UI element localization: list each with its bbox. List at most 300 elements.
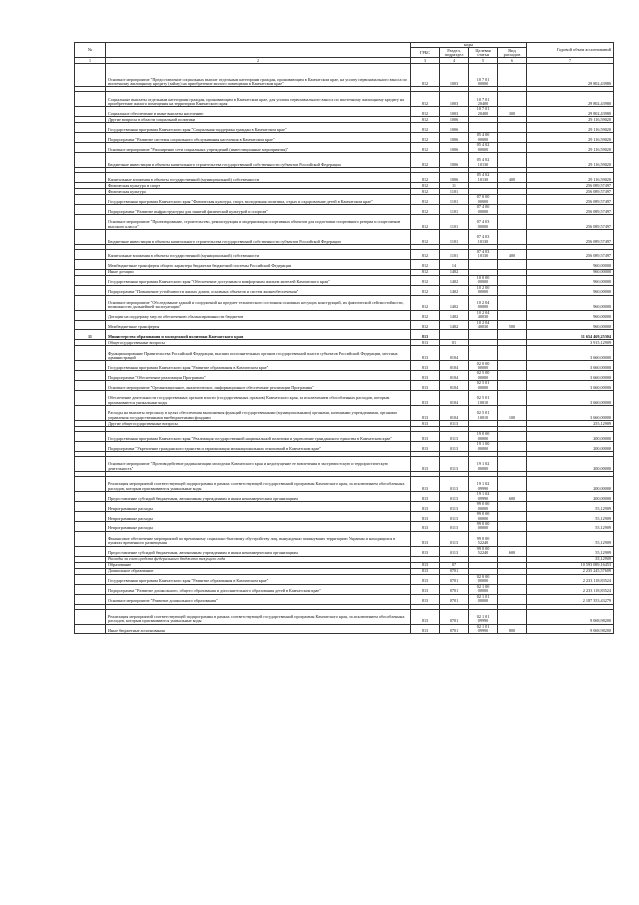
row-razdel: 1101: [440, 215, 469, 230]
table-row: [75, 205, 614, 215]
row-amount: 200,00000: [527, 442, 614, 452]
row-grbs: 812: [411, 117, 440, 123]
table-row: [75, 371, 614, 381]
row-grbs: 812: [411, 107, 440, 117]
row-number: [75, 502, 106, 512]
row-name: Бюджетные инвестиции в объекты капитального строительства государственной собственности субъектов Российской Федерации: [106, 153, 411, 168]
table-row: [75, 295, 614, 310]
row-razdel: 1402: [440, 295, 469, 310]
row-number: [75, 381, 106, 391]
row-number: [75, 230, 106, 245]
row-expense-type: [498, 295, 527, 310]
row-name: Основное мероприятие "Противодействие радикализации молодежи Камчатского края и недопущение ее вовлечения в экстремистскую и террористическую деятельность": [106, 457, 411, 472]
row-grbs: 812: [411, 64, 440, 87]
row-number: 11: [75, 330, 106, 340]
row-number: [75, 531, 106, 546]
row-number: [75, 442, 106, 452]
row-name: Образование: [106, 562, 411, 568]
row-number: [75, 107, 106, 117]
row-number: [75, 173, 106, 183]
row-number: [75, 250, 106, 260]
row-grbs: 813: [411, 391, 440, 406]
row-razdel: 0104: [440, 391, 469, 406]
row-grbs: 812: [411, 259, 440, 269]
row-amount: 29 802,43980: [527, 92, 614, 107]
row-number: [75, 64, 106, 87]
row-razdel: 1003: [440, 92, 469, 107]
row-target-article: [469, 123, 498, 133]
row-number: [75, 594, 106, 604]
row-target-article: 02 5 01 00000: [469, 381, 498, 391]
row-name: Министерство образования и молодежной политики Камчатского края: [106, 330, 411, 340]
row-expense-type: 400: [498, 250, 527, 260]
row-target-article: 10 2 04 40030: [469, 310, 498, 320]
row-amount: 3 660,00000: [527, 406, 614, 421]
row-grbs: 813: [411, 609, 440, 624]
row-number: [75, 492, 106, 502]
row-grbs: 813: [411, 574, 440, 584]
row-grbs: 813: [411, 330, 440, 340]
row-expense-type: 100: [498, 406, 527, 421]
row-amount: 3 660,00000: [527, 391, 614, 406]
row-razdel: 11: [440, 183, 469, 189]
table-row: [75, 492, 614, 502]
row-target-article: [469, 330, 498, 340]
table-row: [75, 92, 614, 107]
table-row: [75, 512, 614, 522]
row-amount: 10 593 089,16453: [527, 562, 614, 568]
row-razdel: 0701: [440, 624, 469, 634]
row-razdel: 0113: [440, 477, 469, 492]
row-razdel: 0113: [440, 457, 469, 472]
row-target-article: 02 5 01 10010: [469, 406, 498, 421]
row-razdel: 1101: [440, 250, 469, 260]
table-row: [75, 230, 614, 245]
row-expense-type: [498, 275, 527, 285]
row-number: [75, 584, 106, 594]
row-number: [75, 123, 106, 133]
row-expense-type: [498, 371, 527, 381]
row-grbs: 812: [411, 123, 440, 133]
row-name: Физическая культура: [106, 189, 411, 195]
row-target-article: [469, 346, 498, 361]
row-name: Межбюджетные трансферты: [106, 320, 411, 330]
row-name: Непрограммные расходы: [106, 521, 411, 531]
row-name: Государственная программа Камчатского края "Развитие образования в Камчатском крае": [106, 361, 411, 371]
row-grbs: 813: [411, 432, 440, 442]
row-amount: 3 660,00000: [527, 371, 614, 381]
table-row: [75, 275, 614, 285]
row-amount: 3 915,12909: [527, 340, 614, 346]
row-expense-type: [498, 574, 527, 584]
row-amount: 960,00000: [527, 295, 614, 310]
row-amount: 29 116,59020: [527, 123, 614, 133]
table-row: [75, 442, 614, 452]
row-razdel: 1101: [440, 195, 469, 205]
col-vr-header: Вид расходов: [498, 48, 527, 58]
row-grbs: 812: [411, 269, 440, 275]
row-name: Дотации на поддержку мер по обеспечению сбалансированности бюджетов: [106, 310, 411, 320]
row-amount: 2 233 118,83524: [527, 574, 614, 584]
row-grbs: 812: [411, 92, 440, 107]
row-name: Предоставление субсидий бюджетным, автономным учреждениям и иным некоммерческим организациям: [106, 546, 411, 556]
row-amount: 256 089,57497: [527, 183, 614, 189]
row-grbs: 813: [411, 568, 440, 574]
row-grbs: 812: [411, 153, 440, 168]
row-amount: 3 660,00000: [527, 361, 614, 371]
row-amount: 11 654 469,25304: [527, 330, 614, 340]
row-target-article: 99 0 00 52240: [469, 531, 498, 546]
row-name: Основное мероприятие "Проектирование, строительство, реконструкция и модернизация спортивных объектов для подготовки спортивного резерва и спортсменов высокого класса": [106, 215, 411, 230]
row-grbs: 812: [411, 295, 440, 310]
row-expense-type: [498, 92, 527, 107]
row-number: [75, 624, 106, 634]
row-razdel: 0113: [440, 421, 469, 427]
row-target-article: 07 4 03 10130: [469, 250, 498, 260]
row-name: Непрограммные расходы: [106, 512, 411, 522]
row-name: Расходы на выплаты персоналу в целях обеспечения выполнения функций государственными (муниципальными) органами, казенными учреждениями, органами управления государственными внебюджетными фондами: [106, 406, 411, 421]
row-amount: 960,00000: [527, 320, 614, 330]
row-amount: 55,12909: [527, 531, 614, 546]
row-razdel: 0104: [440, 381, 469, 391]
row-name: Обеспечение деятельности государственных органов власти (государственных органов) Камчатского края, за исключением обособленных расходов, которым присваиваются уникальные коды: [106, 391, 411, 406]
row-target-article: 02 5 01 10010: [469, 391, 498, 406]
col-cs-header: Целевая статья: [469, 48, 498, 58]
row-expense-type: [498, 259, 527, 269]
row-expense-type: [498, 432, 527, 442]
table-row: [75, 531, 614, 546]
row-amount: 256 089,57497: [527, 250, 614, 260]
row-amount: 256 089,57497: [527, 230, 614, 245]
col-razdel-header: Раздел, подраздел: [440, 48, 469, 58]
row-amount: 256 089,57497: [527, 205, 614, 215]
row-grbs: 813: [411, 442, 440, 452]
row-grbs: 812: [411, 215, 440, 230]
row-grbs: 813: [411, 406, 440, 421]
row-grbs: 812: [411, 320, 440, 330]
row-razdel: 0104: [440, 361, 469, 371]
table-row: [75, 584, 614, 594]
row-grbs: 813: [411, 381, 440, 391]
row-amount: 29 116,59020: [527, 173, 614, 183]
row-grbs: 812: [411, 183, 440, 189]
row-number: [75, 546, 106, 556]
row-expense-type: [498, 584, 527, 594]
row-amount: 960,00000: [527, 275, 614, 285]
table-row: [75, 215, 614, 230]
row-expense-type: [498, 230, 527, 245]
table-row: [75, 594, 614, 604]
row-name: Дошкольное образование: [106, 568, 411, 574]
row-target-article: 99 0 00 52240: [469, 546, 498, 556]
row-razdel: 1006: [440, 117, 469, 123]
row-razdel: 1006: [440, 133, 469, 143]
row-razdel: 1402: [440, 320, 469, 330]
row-amount: 29 116,59020: [527, 133, 614, 143]
row-grbs: 813: [411, 492, 440, 502]
row-name: Подпрограмма "Повышение устойчивости жилых домов, основных объектов и систем жизнеобеспечения": [106, 285, 411, 295]
row-razdel: 0701: [440, 584, 469, 594]
row-expense-type: [498, 442, 527, 452]
budget-sheet: [74, 42, 614, 634]
row-name: Общегосударственные вопросы: [106, 340, 411, 346]
row-target-article: 02 5 00 00000: [469, 371, 498, 381]
row-target-article: 05 4 02 10130: [469, 153, 498, 168]
table-row: [75, 173, 614, 183]
budget-table: [74, 42, 614, 634]
row-number: [75, 92, 106, 107]
row-razdel: 1402: [440, 285, 469, 295]
row-grbs: 812: [411, 230, 440, 245]
table-row: [75, 609, 614, 624]
row-expense-type: [498, 391, 527, 406]
row-target-article: 19 1 00 00000: [469, 442, 498, 452]
row-target-article: 07 4 03 10130: [469, 230, 498, 245]
row-target-article: 02 1 00 00000: [469, 584, 498, 594]
row-target-article: 99 0 00 00000: [469, 502, 498, 512]
row-target-article: 99 0 00 00000: [469, 521, 498, 531]
row-grbs: 813: [411, 477, 440, 492]
row-number: [75, 153, 106, 168]
row-razdel: 0701: [440, 609, 469, 624]
row-name: Капитальные вложения в объекты государственной (муниципальной) собственности: [106, 250, 411, 260]
row-amount: 2 235 245,57609: [527, 568, 614, 574]
col-num-header: №: [75, 43, 106, 58]
row-grbs: 813: [411, 340, 440, 346]
row-amount: 29 802,43980: [527, 64, 614, 87]
row-name: Предоставление субсидий бюджетным, автономным учреждениям и иным некоммерческим организациям: [106, 492, 411, 502]
row-name: Другие общегосударственные вопросы: [106, 421, 411, 427]
row-target-article: 05 4 00 00000: [469, 133, 498, 143]
row-expense-type: [498, 609, 527, 624]
col-index: 4: [440, 58, 469, 64]
row-number: [75, 361, 106, 371]
row-grbs: 813: [411, 562, 440, 568]
row-expense-type: 600: [498, 492, 527, 502]
row-grbs: 812: [411, 285, 440, 295]
row-expense-type: [498, 195, 527, 205]
row-amount: 55,12909: [527, 521, 614, 531]
table-row: [75, 381, 614, 391]
row-razdel: 1402: [440, 269, 469, 275]
table-row: [75, 361, 614, 371]
row-expense-type: 600: [498, 546, 527, 556]
row-number: [75, 457, 106, 472]
row-name: Иные бюджетные ассигнования: [106, 624, 411, 634]
row-target-article: 10 2 04 40030: [469, 320, 498, 330]
row-expense-type: [498, 215, 527, 230]
row-expense-type: [498, 381, 527, 391]
row-razdel: 0701: [440, 574, 469, 584]
row-grbs: 813: [411, 371, 440, 381]
col-index: 7: [527, 58, 614, 64]
table-row: [75, 521, 614, 531]
table-row: [75, 432, 614, 442]
row-expense-type: [498, 285, 527, 295]
table-row: [75, 133, 614, 143]
row-target-article: 10 7 01 20400: [469, 107, 498, 117]
row-grbs: 812: [411, 275, 440, 285]
row-amount: 9 068,98200: [527, 624, 614, 634]
row-target-article: 02 1 01 09990: [469, 609, 498, 624]
row-number: [75, 295, 106, 310]
row-razdel: 0113: [440, 432, 469, 442]
row-number: [75, 477, 106, 492]
row-name: Государственная программа Камчатского края "Реализация государственной национальной политики и укрепление гражданского единства в Камчатском крае": [106, 432, 411, 442]
row-amount: 29 116,59020: [527, 117, 614, 123]
table-row: [75, 195, 614, 205]
row-target-article: 02 1 01 00000: [469, 594, 498, 604]
row-target-article: 07 0 00 00000: [469, 195, 498, 205]
row-amount: 29 116,59020: [527, 153, 614, 168]
row-expense-type: [498, 346, 527, 361]
row-number: [75, 406, 106, 421]
row-razdel: 0104: [440, 406, 469, 421]
table-row: [75, 320, 614, 330]
table-row: [75, 123, 614, 133]
col-sum-header: Годовой объем ассигнований: [527, 43, 614, 58]
row-expense-type: 500: [498, 320, 527, 330]
row-grbs: 812: [411, 173, 440, 183]
table-row: [75, 346, 614, 361]
row-target-article: 10 7 01 20400: [469, 92, 498, 107]
row-amount: 255,12909: [527, 421, 614, 427]
row-expense-type: [498, 361, 527, 371]
row-razdel: 1006: [440, 153, 469, 168]
table-row: [75, 574, 614, 584]
row-number: [75, 310, 106, 320]
row-number: [75, 521, 106, 531]
row-razdel: 14: [440, 259, 469, 269]
row-number: [75, 432, 106, 442]
row-name: Подпрограмма "Развитие системы социального обслуживания населения в Камчатском крае": [106, 133, 411, 143]
row-expense-type: [498, 512, 527, 522]
row-grbs: 813: [411, 502, 440, 512]
row-target-article: 02 0 00 00000: [469, 574, 498, 584]
row-razdel: 07: [440, 562, 469, 568]
row-number: [75, 346, 106, 361]
row-name: Межбюджетные трансферты общего характера бюджетам бюджетной системы Российской Федерации: [106, 259, 411, 269]
col-index: 3: [411, 58, 440, 64]
row-target-article: 02 0 00 00000: [469, 361, 498, 371]
row-grbs: 813: [411, 361, 440, 371]
row-expense-type: [498, 143, 527, 153]
table-row: [75, 153, 614, 168]
row-amount: 200,00000: [527, 492, 614, 502]
row-target-article: 10 0 00 00000: [469, 275, 498, 285]
row-razdel: 0113: [440, 546, 469, 556]
row-target-article: 19 1 02 09990: [469, 492, 498, 502]
row-razdel: 1006: [440, 143, 469, 153]
row-amount: 29 116,59020: [527, 143, 614, 153]
table-row: [75, 546, 614, 556]
table-row: [75, 457, 614, 472]
col-grbs-header: ГРБС: [411, 48, 440, 58]
row-razdel: 1101: [440, 230, 469, 245]
row-amount: 2 187 353,43279: [527, 594, 614, 604]
row-expense-type: [498, 123, 527, 133]
row-name: Финансовое обеспечение мероприятий по временному социально-бытовому обустройству лиц, вынужденно покинувших территорию Украины и находящихся в пунктах временного размещения: [106, 531, 411, 546]
row-number: [75, 371, 106, 381]
table-row: [75, 477, 614, 492]
row-razdel: 0104: [440, 371, 469, 381]
row-number: [75, 133, 106, 143]
row-grbs: 813: [411, 346, 440, 361]
row-grbs: 812: [411, 143, 440, 153]
row-amount: 200,00000: [527, 432, 614, 442]
row-name: Государственная программа Камчатского края "Физическая культура, спорт, молодежная политика, отдых и оздоровление детей в Камчатском крае": [106, 195, 411, 205]
table-row: [75, 406, 614, 421]
row-amount: 200,00000: [527, 477, 614, 492]
row-expense-type: 800: [498, 624, 527, 634]
row-razdel: 01: [440, 340, 469, 346]
row-amount: 55,12909: [527, 512, 614, 522]
row-number: [75, 259, 106, 269]
row-expense-type: [498, 153, 527, 168]
row-grbs: 812: [411, 195, 440, 205]
row-razdel: 0113: [440, 502, 469, 512]
row-expense-type: [498, 457, 527, 472]
row-expense-type: 300: [498, 107, 527, 117]
row-grbs: 812: [411, 310, 440, 320]
row-razdel: 1101: [440, 189, 469, 195]
row-expense-type: [498, 64, 527, 87]
row-amount: 960,00000: [527, 310, 614, 320]
col-name-header: [106, 43, 411, 58]
row-grbs: 812: [411, 250, 440, 260]
row-target-article: 02 1 01 09990: [469, 624, 498, 634]
row-razdel: 1402: [440, 310, 469, 320]
row-razdel: 1402: [440, 275, 469, 285]
row-amount: 2 233 118,83524: [527, 584, 614, 594]
row-number: [75, 143, 106, 153]
row-target-article: 10 2 00 00000: [469, 285, 498, 295]
row-name: Государственная программа Камчатского края "Обеспечение доступным и комфортным жильем жителей Камчатского края": [106, 275, 411, 285]
row-number: [75, 320, 106, 330]
row-amount: 960,00000: [527, 269, 614, 275]
row-name: Непрограммные расходы: [106, 502, 411, 512]
row-razdel: 0113: [440, 442, 469, 452]
row-razdel: 0701: [440, 594, 469, 604]
row-name: Капитальные вложения в объекты государственной (муниципальной) собственности: [106, 173, 411, 183]
row-razdel: 1003: [440, 64, 469, 87]
row-name: Подпрограмма "Обеспечение реализации Программы": [106, 371, 411, 381]
row-grbs: 813: [411, 512, 440, 522]
row-amount: 9 068,98200: [527, 609, 614, 624]
col-index: 5: [469, 58, 498, 64]
row-target-article: 19 0 00 00000: [469, 432, 498, 442]
row-amount: 960,00000: [527, 285, 614, 295]
row-amount: 256 089,57497: [527, 195, 614, 205]
row-razdel: 0113: [440, 531, 469, 546]
row-number: [75, 215, 106, 230]
row-name: Физическая культура и спорт: [106, 183, 411, 189]
row-name: Основное мероприятие "Расширение сети социальных учреждений (инвестиционные мероприятия)": [106, 143, 411, 153]
table-row: [75, 250, 614, 260]
table-row: [75, 310, 614, 320]
table-row: [75, 502, 614, 512]
row-name: Бюджетные инвестиции в объекты капитального строительства государственной собственности субъектов Российской Федерации: [106, 230, 411, 245]
row-razdel: 1006: [440, 123, 469, 133]
row-grbs: 813: [411, 531, 440, 546]
row-name: Государственная программа Камчатского края "Развитие образования в Камчатском крае": [106, 574, 411, 584]
col-index: 1: [75, 58, 106, 64]
row-name: Функционирование Правительства Российской Федерации, высших исполнительных органов государственной власти субъектов Российской Федерации, местных администраций: [106, 346, 411, 361]
row-name: Реализация мероприятий соответствующей подпрограммы в рамках соответствующей государственной программы Камчатского края, за исключением обособленных расходов, которым присваиваются уникальные коды: [106, 609, 411, 624]
row-razdel: 0113: [440, 521, 469, 531]
row-target-article: 99 0 00 00000: [469, 512, 498, 522]
row-amount: 960,00000: [527, 259, 614, 269]
